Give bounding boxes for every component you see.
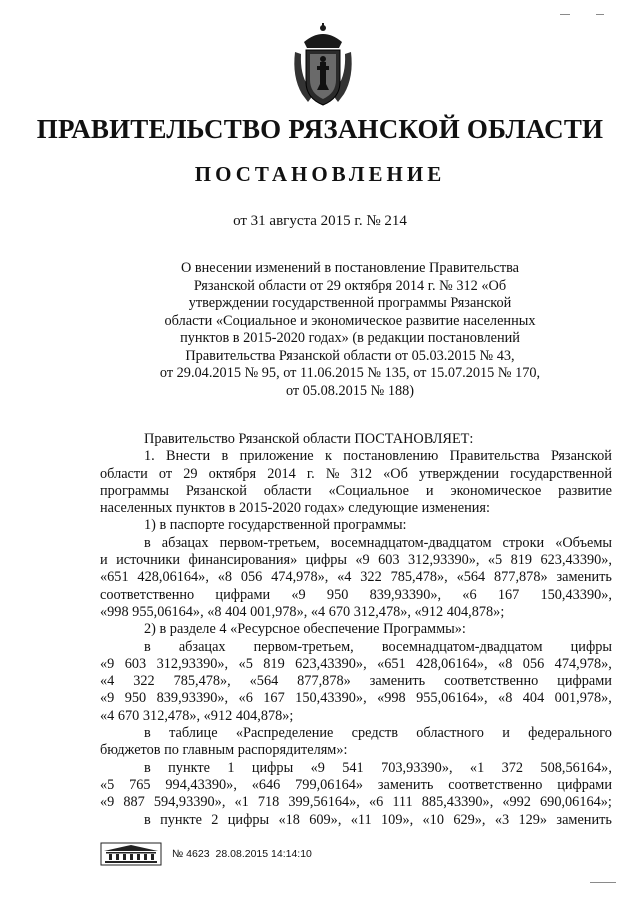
body-word: и [100,552,108,569]
body-word: цифрами [215,586,271,603]
body-word: заменить [556,811,612,828]
body-word: 2 [211,811,219,828]
body-word: 150,43390», [295,690,367,707]
body-word: к [324,448,332,465]
body-word: «998 [377,690,406,707]
body-word: 399,56164», [288,794,360,811]
body-word: 129» [518,811,548,828]
body-word: «Распределение [235,725,334,742]
subject-line: О внесении изменений в постановление Правительства [180,260,520,276]
body-word: «10 [422,811,444,828]
body-word: 703,93390», [381,759,453,776]
body-word: в [144,811,151,828]
body-word: 994,43390», [165,776,237,793]
registration-stamp [172,848,318,860]
body-line [100,812,612,829]
body-word: 765 [129,776,151,793]
body-word: 474,978», [271,569,329,586]
body-word: 629», [453,811,486,828]
body-word: цифры [227,811,270,828]
body-word: «8 [498,655,513,672]
body-line [100,690,612,707]
body-word: экономическое [450,482,542,499]
body-word: приложение [239,448,314,465]
body-word: «9 [100,690,115,707]
body-word: цифры [570,638,612,655]
body-line: 2) в разделе 4 «Ресурсное обеспечение Программы»: [144,621,466,638]
body-line: Правительство Рязанской области ПОСТАНОВЛЯЕТ: [144,431,474,447]
body-word: 623,43390», [295,655,367,672]
body-word: 799,06164» [295,776,364,793]
body-word: федерального [528,725,612,742]
body-word: государственной [510,465,612,482]
body-word: «3 [494,811,510,828]
body-word: г. [306,465,315,482]
body-word: в [144,638,151,655]
body-line [100,777,612,794]
body-word: области [263,482,312,499]
body-line [100,794,612,811]
body-word: «6 [368,794,384,811]
body-word: «8 [498,690,513,707]
body-word: № [325,465,340,482]
body-word: заменить [369,673,426,690]
body-word: Рязанской [185,482,247,499]
body-word: области [100,465,148,482]
subject-line: Рязанской области от 29 октября 2014 г. № 312 «Об [193,277,507,294]
body-word: восемнадцатом-двадцатом [330,534,492,551]
body-word: в [144,759,151,776]
body-word: в [144,534,151,551]
body-word: «9 [100,794,115,811]
scan-artifact [596,14,604,15]
body-word: 603 [124,655,147,672]
body-word: восемнадцатом-двадцатом [381,638,543,655]
body-word: «564 [456,569,486,586]
body-word: пункте [160,811,202,828]
subject-line: пунктов в 2015-2020 годах» (в редакции постановлений [180,330,520,346]
body-line [100,673,612,690]
body-word: 312,93390», [408,552,480,569]
body-word: 167 [497,586,520,603]
body-word: 001,978», [554,690,612,707]
body-word: «1 [234,794,249,811]
body-word: в [221,448,229,465]
body-word: «9 [310,759,325,776]
document-type: ПОСТАНОВЛЕНИЕ [194,162,446,186]
body-word: 609», [309,811,342,828]
body-word: 955,06164», [416,690,488,707]
body-word: 2014 [267,465,296,482]
body-word: «651 [377,655,406,672]
body-line [100,587,612,604]
body-word: цифрами [557,673,612,690]
body-word: 950 [326,586,349,603]
body-line: 1) в паспорте государственной программы: [144,517,407,534]
body-word: 839,93390», [369,586,442,603]
body-word: 950 [124,690,147,707]
body-word: абзацах [161,534,209,551]
ryazan-coat-of-arms-icon [292,22,354,108]
body-line: «998 955,06164», «8 404 001,978», «4 670 312,478», «912 404,878»; [100,603,505,620]
document-body [100,431,612,829]
document-subject [140,260,560,400]
body-line [100,483,612,500]
registration-footer [100,842,318,866]
body-word: и [502,725,510,742]
body-word: 29 [183,465,198,482]
body-word: 623,43390», [540,552,612,569]
body-word: средств [351,725,398,742]
body-word: «651 [100,569,129,586]
body-word: пункте [168,759,210,776]
body-line: бюджетов по главным распорядителям»: [100,742,348,759]
scan-artifact [590,882,616,883]
body-word: областного [416,725,484,742]
body-word: и [425,482,434,499]
body-word: 603 [378,552,400,569]
body-word: соответственно [100,586,195,603]
body-word: в [144,725,151,742]
body-word: цифры [251,759,294,776]
body-word: «9 [291,586,306,603]
body-word: строки [502,534,545,551]
body-word: 594,93390», [153,794,226,811]
subject-line: утверждении государственной программы Рязанской [188,295,512,311]
body-word: 1 [227,759,235,776]
body-word: цифры [305,552,347,569]
government-building-logo-icon [100,842,162,866]
body-word: 372 [501,759,524,776]
body-word: утверждении [418,465,499,482]
body-word: Внести [166,448,211,465]
body-word: 785,478», [173,673,231,690]
subject-line: от 29.04.2015 № 95, от 11.06.2015 № 135, от 15.07.2015 № 170, [159,365,541,381]
body-word: октября [208,465,257,482]
body-word: 428,06164», [416,655,488,672]
body-word: постановлению [343,448,439,465]
body-word: заменить [556,569,612,586]
body-word: 474,978», [554,655,612,672]
body-line [100,569,612,586]
body-word: 312 [350,465,373,482]
document-date-number: от 31 августа 2015 г. № 214 [233,213,407,229]
body-word: «18 [278,811,300,828]
body-word: «5 [487,552,503,569]
body-line [100,656,612,673]
body-word: цифрами [557,776,612,793]
body-line [100,552,612,569]
body-line [100,448,612,465]
body-word: развитие [558,482,612,499]
body-word: «6 [238,690,253,707]
subject-line: Правительства Рязанской области от 05.03.2015 № 43, [185,347,515,364]
body-word: источники [116,552,181,569]
body-word: 322 [133,673,155,690]
body-word: Правительства [449,448,540,465]
body-word: 819 [263,655,285,672]
body-word: «4 [337,569,352,586]
body-word: «6 [462,586,477,603]
body-word: соответственно [444,673,539,690]
body-word: 150,43390», [540,586,612,603]
body-word: «9 [100,655,115,672]
body-word: от [158,465,173,482]
body-word: Рязанской [550,448,612,465]
body-word: первом-третьем, [219,534,320,551]
body-word: 541 [342,759,364,776]
body-word: 167 [263,690,285,707]
government-title: ПРАВИТЕЛЬСТВО РЯЗАНСКОЙ ОБЛАСТИ [36,114,604,144]
body-line: «4 670 312,478», «912 404,878»; [100,707,294,724]
subject-line: области «Социальное и экономическое развитие населенных [164,312,536,329]
body-word: 877,878» [297,673,351,690]
body-word: «8 [217,569,233,586]
body-line [100,535,612,552]
body-word: 885,43390», [421,794,494,811]
body-word: заменить [377,776,434,793]
body-word: «646 [251,776,281,793]
body-word: 690,06164»; [540,794,612,811]
body-word: финансирования» [188,552,298,569]
body-line [100,639,612,656]
body-word: 428,06164», [137,569,209,586]
body-word: «564 [249,673,279,690]
body-line: населенных пунктов в 2015-2020 годах» следующие изменения: [100,500,490,517]
body-word: «5 [238,655,253,672]
body-line [100,725,612,742]
body-word: «Об [383,465,408,482]
body-line [100,466,612,483]
body-word: 1. [144,448,155,465]
body-word: 109», [381,811,414,828]
body-word: «Социальное [328,482,410,499]
body-word: «4 [100,673,115,690]
body-word: 819 [510,552,533,569]
body-word: 312,93390», [156,655,229,672]
body-word: 056 [522,655,545,672]
body-word: 056 [240,569,263,586]
body-word: 508,56164», [540,759,612,776]
body-word: 404 [522,690,545,707]
body-word: 887 [123,794,145,811]
body-word: 718 [257,794,280,811]
body-word: таблице [169,725,218,742]
scan-artifact [560,14,570,15]
body-word: 785,478», [390,569,448,586]
body-word: «11 [350,811,372,828]
body-word: 877,878» [494,569,548,586]
body-word: «Объемы [555,534,612,551]
body-word: первом-третьем, [253,638,354,655]
body-word: 111 [392,794,413,811]
body-word: абзацах [178,638,226,655]
body-line [100,760,612,777]
body-word: «5 [100,776,115,793]
subject-line: от 05.08.2015 № 188) [285,382,415,399]
registration-timestamp: 28.08.2015 14:14:10 [215,848,312,860]
body-word: 322 [360,569,382,586]
body-word: «9 [355,552,370,569]
body-word: 839,93390», [156,690,229,707]
registration-number: № 4623 [172,848,210,860]
body-word: «992 [502,794,531,811]
body-word: «1 [469,759,485,776]
body-word: соответственно [448,776,543,793]
body-word: программы [100,482,170,499]
